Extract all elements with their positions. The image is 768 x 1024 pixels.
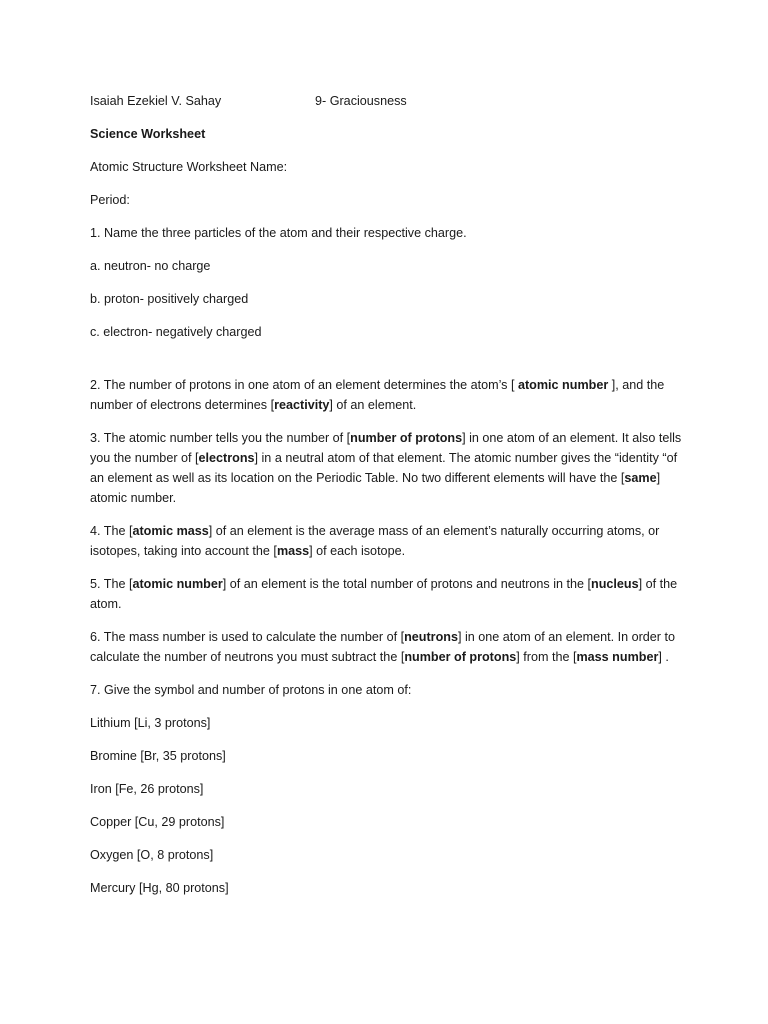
answer: atomic number <box>517 378 609 392</box>
question-6: 6. The mass number is used to calculate the number of [neutrons] in one atom of an element. In order to calculate the number of neutrons you must subtract the [number of protons] from the [mass number] . <box>90 630 675 664</box>
worksheet-title: Science Worksheet <box>90 127 206 141</box>
list-item: Mercury [Hg, 80 protons] <box>90 881 229 895</box>
answer: nucleus <box>591 577 639 591</box>
question-5: 5. The [atomic number] of an element is the total number of protons and neutrons in the [nucleus] of the atom. <box>90 577 678 611</box>
answer: neutrons <box>404 630 458 644</box>
list-item: Iron [Fe, 26 protons] <box>90 782 204 796</box>
section-name: 9- Graciousness <box>315 94 407 108</box>
worksheet-subtitle: Atomic Structure Worksheet Name: <box>90 160 288 174</box>
question-3: 3. The atomic number tells you the number of [number of protons] in one atom of an element. It also tells you the number of [electrons] in a neutral atom of that element. The atomic number gives the “identity “of an element as well as its location on the Periodic Table. No two different elements will have the [same] atomic number. <box>90 431 682 505</box>
list-item: Lithium [Li, 3 protons] <box>90 716 211 730</box>
answer: reactivity <box>274 398 330 412</box>
worksheet-content <box>90 91 682 911</box>
answer: number of protons <box>350 431 463 445</box>
question-1-answer-a: a. neutron- no charge <box>90 259 211 273</box>
question-2: 2. The number of protons in one atom of an element determines the atom’s [ atomic number ], and the number of electrons determines [reactivity] of an element. <box>90 378 665 412</box>
question-1-answer-c: c. electron- negatively charged <box>90 325 262 339</box>
answer: atomic number <box>132 577 223 591</box>
answer: electrons <box>198 451 255 465</box>
header-line <box>90 91 682 111</box>
answer: atomic mass <box>132 524 209 538</box>
question-7-prompt: 7. Give the symbol and number of protons in one atom of: <box>90 683 412 697</box>
list-item: Oxygen [O, 8 protons] <box>90 848 214 862</box>
list-item: Bromine [Br, 35 protons] <box>90 749 226 763</box>
question-1-prompt: 1. Name the three particles of the atom and their respective charge. <box>90 226 467 240</box>
answer: mass number <box>576 650 659 664</box>
spacer <box>90 355 682 375</box>
question-1-answer-b: b. proton- positively charged <box>90 292 249 306</box>
answer: number of protons <box>404 650 517 664</box>
answer: mass <box>276 544 310 558</box>
period-label: Period: <box>90 193 130 207</box>
student-name: Isaiah Ezekiel V. Sahay <box>90 94 222 108</box>
question-4: 4. The [atomic mass] of an element is the average mass of an element’s naturally occurring atoms, or isotopes, taking into account the [mass] of each isotope. <box>90 524 660 558</box>
list-item: Copper [Cu, 29 protons] <box>90 815 225 829</box>
answer: same <box>624 471 657 485</box>
